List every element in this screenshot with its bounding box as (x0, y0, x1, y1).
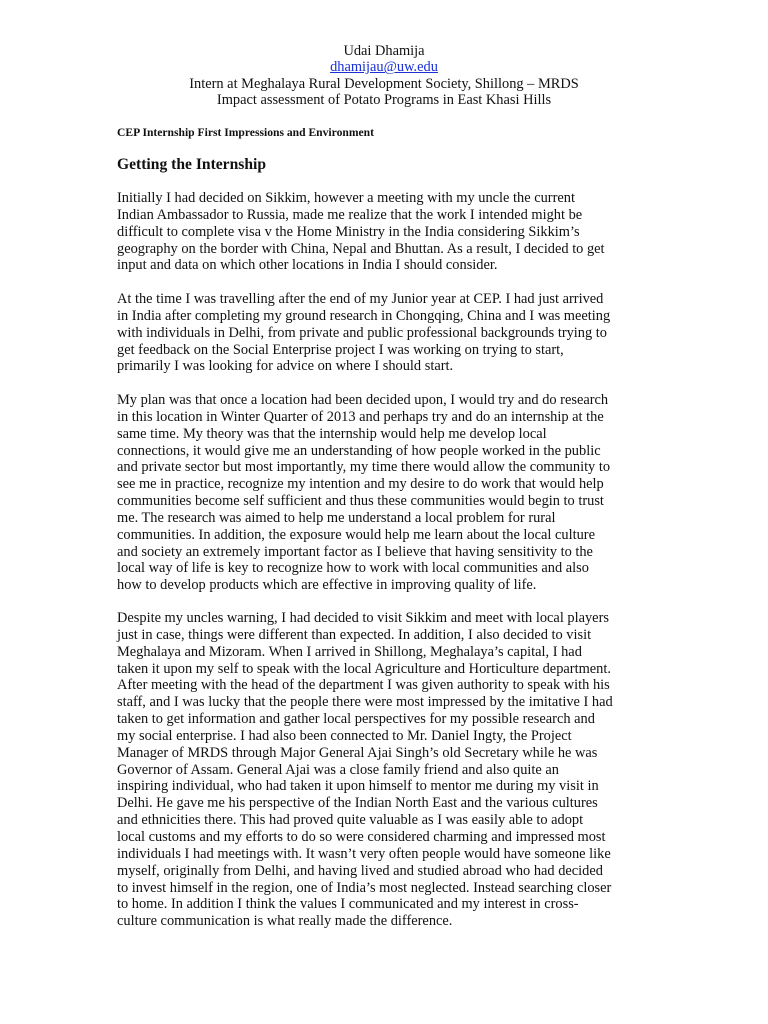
paragraph-1: Initially I had decided on Sikkim, however a meeting with my uncle the current Indian Ambassador to Russia, made me realize that the work I intended might be difficult to complete visa v the Home Ministry in the India considering Sikkim’s geography on the border with China, Nepal and Bhuttan. As a result, I decided to get input and data on which other locations in India I should consider. (117, 190, 605, 274)
subheading: Getting the Internship (117, 156, 267, 173)
paragraph-3: My plan was that once a location had been decided upon, I would try and do research in this location in Winter Quarter of 2013 and perhaps try and do an internship at the same time. My theory was that the internship would help me develop local connections, it would give me an understanding of how people worked in the public and private sector but most importantly, my time there would allow the community to see me in practice, recognize my intention and my desire to do work that would help communities become self sufficient and thus these communities would begin to trust me. The research was aimed to help me understand a local problem for rural communities. In addition, the exposure would help me learn about the local culture and society an extremely important factor as I believe that having sensitivity to the local way of life is key to recognize how to work with local communities and also how to develop products which are effective in improving quality of life. (117, 392, 611, 594)
author-role: Intern at Meghalaya Rural Development Society, Shillong – MRDS (189, 75, 579, 92)
author-email-link[interactable]: dhamijau@uw.edu (330, 59, 438, 76)
document-header (0, 43, 768, 108)
paragraph-4: Despite my uncles warning, I had decided to visit Sikkim and meet with local players just in case, things were different than expected. In addition, I also decided to visit Meghalaya and Mizoram. When I arrived in Shillong, Meghalaya’s capital, I had taken it upon my self to speak with the local Agriculture and Horticulture department. After meeting with the head of the department I was given authority to speak with his staff, and I was lucky that the people there were most impressed by the imitative I had taken to get information and gather local perspectives for my possible research and my social enterprise. I had also been connected to Mr. Daniel Ingty, the Project Manager of MRDS through Major General Ajai Singh’s old Secretary while he was Governor of Assam. General Ajai was a close family friend and also quite an inspiring individual, who had taken it upon himself to mentor me during my visit in Delhi. He gave me his perspective of the Indian North East and the various cultures and ethnicities there. This had proved quite valuable as I was easily able to adopt local customs and my efforts to do so were considered charming and impressed most individuals I had meetings with. It wasn’t very often people would have someone like myself, originally from Delhi, and having lived and studied abroad who had decided to invest himself in the region, one of India’s most neglected. Instead searching closer to home. In addition I think the values I communicated and my interest in cross- culture communication is what really made the difference. (117, 610, 613, 930)
author-name: Udai Dhamija (343, 43, 425, 59)
section-heading: CEP Internship First Impressions and Environment (117, 126, 374, 139)
paragraph-2: At the time I was travelling after the end of my Junior year at CEP. I had just arrived in India after completing my ground research in Chongqing, China and I was meeting with individuals in Delhi, from private and public professional backgrounds trying to get feedback on the Social Enterprise project I was working on trying to start, primarily I was looking for advice on where I should start. (117, 291, 611, 375)
project-title: Impact assessment of Potato Programs in East Khasi Hills (216, 91, 552, 108)
